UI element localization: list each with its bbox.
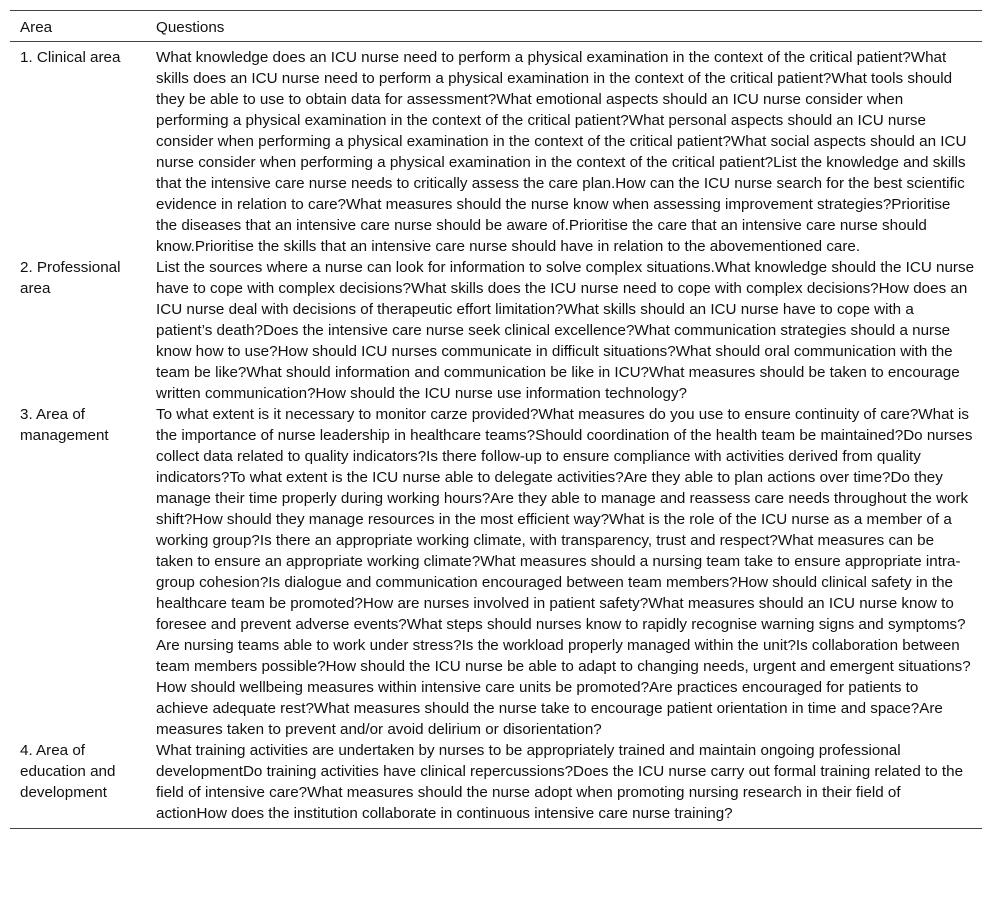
row-questions-clinical: What knowledge does an ICU nurse need to perform a physical examination in the context of the critical patient?What skills does an ICU nurse need to perform a physical examination in the context of the critical patient?What tools should they be able to use to obtain data for assessment?What emotional aspects should an ICU nurse consider when performing a physical examination in the context of the critical patient?What personal aspects should an ICU nurse consider when performing a physical examination in the context of the critical patient?What social aspects should an ICU nurse consider when performing a physical examination in the context of the critical patient?List the knowledge and skills that the intensive care nurse needs to critically assess the care plan.How can the ICU nurse search for the best scientific evidence in relation to care?What measures should the nurse know when assessing improvement strategies?Prioritise the diseases that an intensive care nurse should be aware of.Prioritise the care that an intensive care nurse should know.Prioritise the skills that an intensive care nurse should have in relation to the abovementioned care. — [156, 49, 967, 255]
row-questions-professional: List the sources where a nurse can look for information to solve complex situations.What knowledge should the ICU nurse have to cope with complex decisions?What skills does the ICU nurse need to cope with complex decisions?How does an ICU nurse deal with decisions of therapeutic effort limitation?What skills should an ICU nurse have to cope with a patient’s death?Does the intensive care nurse seek clinical excellence?What communication strategies should a nurse know how to use?How should ICU nurses communicate in difficult situations?What should oral communication with the team be like?What should information and communication be like in ICU?What measures should be taken to encourage written communication?How should the ICU nurse use information technology? — [156, 259, 975, 402]
row-area-education: 4. Area of education and development — [20, 742, 116, 801]
header-row — [10, 11, 982, 42]
table-header — [10, 11, 982, 42]
table-row — [10, 257, 982, 404]
row-questions-management: To what extent is it necessary to monitor carze provided?What measures do you use to ensure continuity of care?What is the importance of nurse leadership in healthcare teams?Should coordination of the health team be maintained?Do nurses collect data related to quality indicators?Is there follow-up to ensure compliance with activities derived from quality indicators?To what extent is the ICU nurse able to delegate activities?Are they able to plan actions over time?Do they manage their time properly during working hours?Are they able to manage and reassess care needs throughout the work shift?How should they manage resources in the most efficient way?What is the role of the ICU nurse as a member of a working group?Is there an appropriate working climate, with transparency, trust and respect?What measures can be taken to ensure an appropriate working climate?What measures should a nursing team take to ensure appropriate intra-group cohesion?Is dialogue and communication encouraged between team members?How should clinical safety in the healthcare team be promoted?How are nurses involved in patient safety?What measures should an ICU nurse know to foresee and prevent adverse events?What steps should nurses know to rapidly recognise warning signs and symptoms?Are nursing teams able to work under stress?Is the workload properly managed within the unit?Is collaboration between team members possible?How should the ICU nurse be able to adapt to changing needs, urgent and emergent situations?How should wellbeing measures within intensive care units be promoted?Are practices encouraged for patients to achieve adequate rest?What measures should the nurse take to encourage patient orientation in time and space?Are measures taken to prevent and/or avoid delirium or disorientation? — [156, 406, 973, 738]
table-row — [10, 404, 982, 740]
table-row — [10, 42, 982, 258]
row-area-professional: 2. Professional area — [20, 259, 121, 297]
table-row — [10, 740, 982, 829]
row-area-clinical: 1. Clinical area — [20, 49, 121, 66]
table-body — [10, 42, 982, 829]
header-questions: Questions — [156, 19, 225, 36]
row-area-management: 3. Area of management — [20, 406, 109, 444]
row-questions-education: What training activities are undertaken by nurses to be appropriately trained and maintain ongoing professional developmentDo training activities have clinical repercussions?Does the ICU nurse carry out formal training related to the field of intensive care?What measures should the nurse adopt when promoting nursing research in their field of actionHow does the institution collaborate in continuous intensive care nurse training? — [156, 742, 964, 822]
questions-table-container — [10, 10, 982, 829]
questions-table — [10, 10, 982, 829]
header-area: Area — [20, 19, 53, 36]
